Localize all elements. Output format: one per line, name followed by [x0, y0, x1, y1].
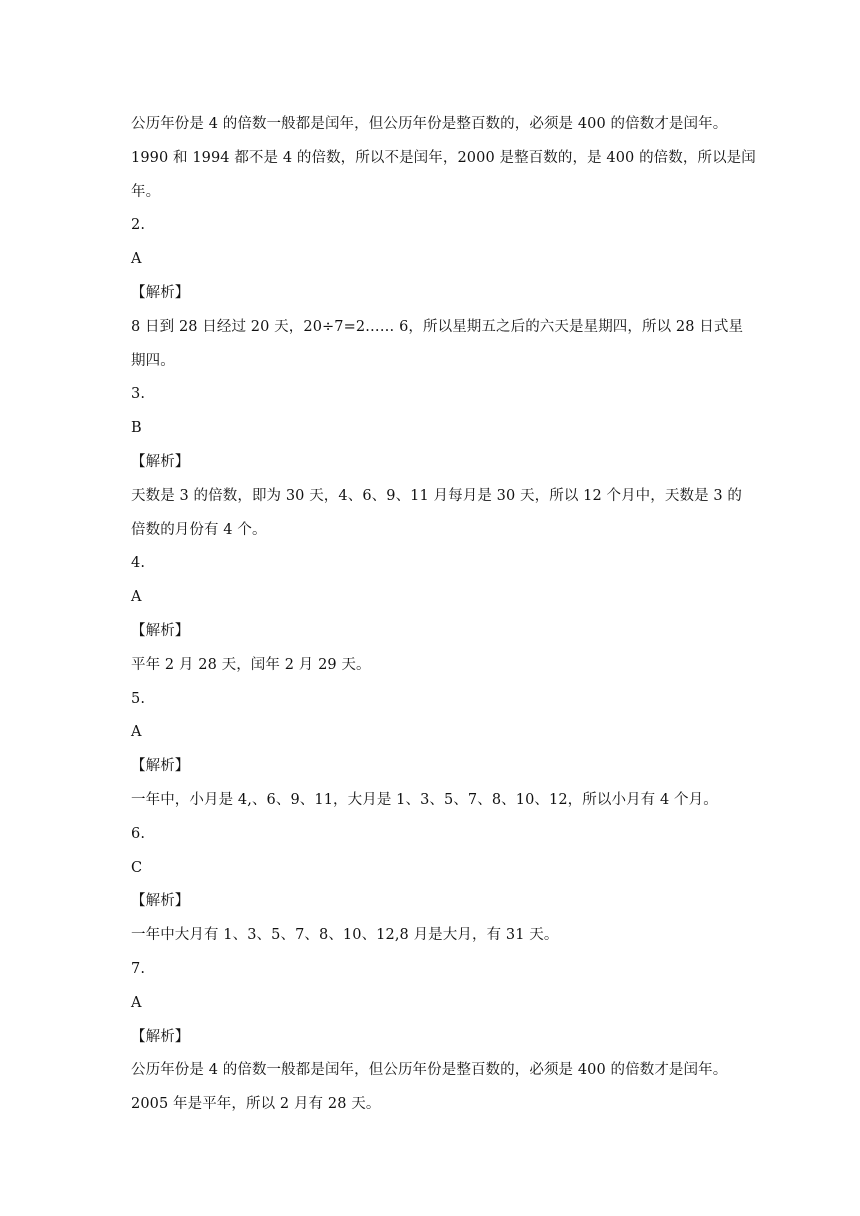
analysis-heading: 【解析】 [131, 284, 190, 301]
analysis-heading: 【解析】 [131, 453, 190, 470]
explanation-line: 公历年份是 4 的倍数一般都是闰年，但公历年份是整百数的，必须是 400 的倍数才是闰年。 [131, 116, 728, 132]
question-number: 2. [131, 217, 146, 234]
analysis-heading: 【解析】 [131, 622, 190, 639]
question-number: 4. [131, 555, 146, 572]
analysis-heading: 【解析】 [131, 893, 190, 910]
answer-choice: A [131, 994, 142, 1011]
explanation-line: 一年中，小月是 4,、6、9、11，大月是 1、3、5、7、8、10、12，所以小月有 4 个月。 [131, 791, 718, 808]
answer-choice: A [131, 724, 142, 741]
explanation-line: 天数是 3 的倍数，即为 30 天，4、6、9、11 月每月是 30 天，所以 12 个月中，天数是 3 的 [131, 487, 743, 504]
answer-text-block [131, 108, 756, 1122]
explanation-line: 2005 年是平年，所以 2 月有 28 天。 [131, 1096, 381, 1113]
explanation-line: 期四。 [131, 352, 175, 369]
question-number: 7. [131, 960, 146, 977]
explanation-line: 年。 [131, 183, 161, 200]
answer-choice: A [131, 589, 142, 606]
question-number: 5. [131, 690, 146, 707]
question-number: 3. [131, 386, 146, 403]
explanation-line: 一年中大月有 1、3、5、7、8、10、12,8 月是大月，有 31 天。 [131, 927, 559, 944]
question-number: 6. [131, 825, 146, 842]
answer-choice: A [131, 251, 142, 268]
analysis-heading: 【解析】 [131, 1028, 190, 1045]
answer-choice: B [131, 420, 142, 437]
answer-choice: C [131, 859, 143, 876]
explanation-line: 8 日到 28 日经过 20 天，20÷7=2…… 6，所以星期五之后的六天是星期四，所以 28 日式星 [131, 318, 744, 335]
explanation-line: 倍数的月份有 4 个。 [131, 521, 267, 538]
explanation-line: 平年 2 月 28 天，闰年 2 月 29 天。 [131, 656, 371, 673]
explanation-line: 公历年份是 4 的倍数一般都是闰年，但公历年份是整百数的，必须是 400 的倍数才是闰年。 [131, 1062, 728, 1079]
explanation-line: 1990 和 1994 都不是 4 的倍数，所以不是闰年，2000 是整百数的，是 400 的倍数，所以是闰 [131, 149, 756, 166]
analysis-heading: 【解析】 [131, 758, 190, 775]
